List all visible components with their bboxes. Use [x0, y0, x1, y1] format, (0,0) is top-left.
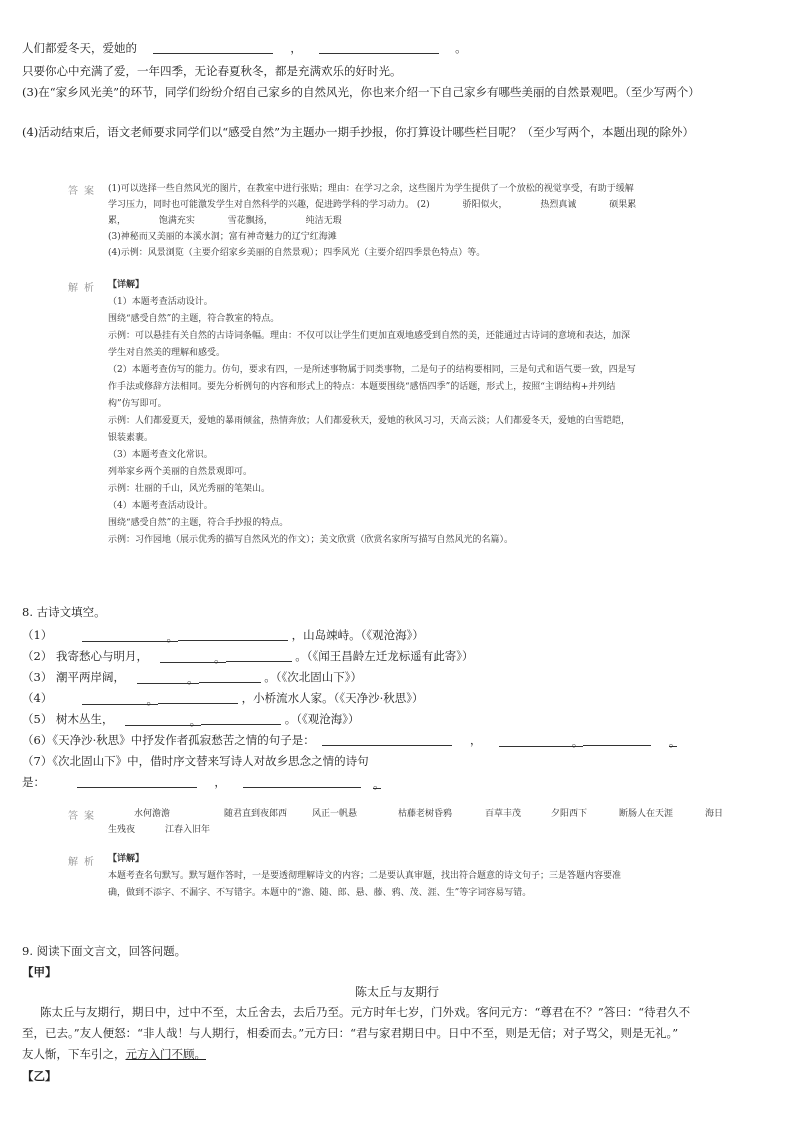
answer-blank[interactable]: 。: [137, 671, 199, 684]
explain-label: 解析: [68, 283, 100, 294]
passage-title: 陈太丘与友期行: [354, 985, 439, 999]
passage-line-2: 至，已去。”友人便怒：“非人哉！与人期行，相委而去。”元方曰：“君与家君期日中。日中不至，则是无信；对子骂父，则是无礼。”: [22, 1026, 679, 1040]
q8-item-3: （3） 潮平两岸阔， 。 。（《次北固山下》）: [22, 670, 363, 686]
question-8-title: 8. 古诗文填空。: [22, 605, 106, 619]
answer-blank[interactable]: [158, 691, 238, 704]
answer-blank[interactable]: [319, 41, 439, 54]
q8-item-1: （1） 。 ，山岛竦峙。（《观沧海》）: [22, 628, 424, 644]
answer-blank[interactable]: [583, 733, 651, 746]
q8-item-6: （6）《天净沙·秋思》中抒发作者孤寂愁苦之情的句子是： ， 。 。: [22, 733, 681, 749]
section-yi: 【乙】: [22, 1069, 57, 1083]
answer-blank[interactable]: [243, 775, 361, 788]
answer-blank[interactable]: [322, 733, 452, 746]
q8-item-2: （2） 我寄愁心与明月， 。 。（《闻王昌龄左迁龙标遥有此寄》）: [22, 649, 474, 665]
explain-7: 【详解】 （1）本题考查活动设计。 围绕“感受自然”的主题，符合教室的特点。 示例：可以悬挂有关自然的古诗词条幅。理由：不仅可以让学生们更加直观地感受到自然的美，还能通过古诗词的意境和表达，加深 学生对自然美的理解和感受。 （2）本题考查仿写的能力。仿句，要求有四，一是所述事物属于同类事物，二是句子的结构要相同，三是句式和语气要一致，四是写 作手法或修辞方法相同。要先分析例句的内容和形式上的特点：本题要围绕“感悟四季”的话题，形式上，按照“主谓结构+并列结 构”仿写即可。 示例：人们都爱夏天，爱她的暴雨倾盆，热情奔放；人们都爱秋天，爱她的秋风习习，天高云淡；人们都爱冬天，爱她的白雪皑皑， 银装素裹。 （3）本题考查文化常识。 列举家乡两个美丽的自然景观即可。 示例：壮丽的千山，风光秀丽的笔架山。 （4）本题考查活动设计。 围绕“感受自然”的主题，符合手抄报的特点。 示例：习作园地（展示优秀的描写自然风光的作文）；美文欣赏（欣赏名家所写描写自然风光的名篇）。: [108, 280, 636, 545]
question-4: (4)活动结束后，语文老师要求同学们以“感受自然”为主题办一期手抄报，你打算设计哪些栏目呢？（至少写两个，本题出现的除外）: [22, 125, 695, 139]
question-9-title: 9. 阅读下面文言文，回答问题。: [22, 944, 187, 958]
q8-item-4: （4） 。 ，小桥流水人家。（《天净沙·秋思》）: [22, 691, 424, 707]
answer-8: 水何澹澹 随君直到夜郎西 风正一帆悬 枯藤老树昏鸦 百草丰茂 夕阳西下 断肠人在天涯 海日 生残夜 江春入旧年: [108, 809, 724, 835]
answer-label: 答案: [68, 186, 100, 197]
answer-blank[interactable]: 。: [125, 713, 201, 726]
q8-item-7: （7）《次北固山下》中，借时序文替来写诗人对故乡思念之情的诗句: [22, 754, 369, 768]
answer-blank[interactable]: 。: [160, 650, 226, 663]
q8-item-5: （5） 树木丛生， 。 。（《观沧海》）: [22, 712, 360, 728]
q7-line-1: 人们都爱冬天，爱她的 ， 。: [22, 41, 467, 55]
answer-blank[interactable]: [77, 775, 197, 788]
q8-item-7-blanks: 是： ， 。: [22, 775, 385, 791]
answer-blank[interactable]: 。: [82, 629, 178, 642]
answer-blank[interactable]: [199, 670, 261, 683]
answer-blank[interactable]: 。: [82, 692, 158, 705]
explain-label: 解析: [68, 857, 100, 868]
passage-line-1: 陈太丘与友期行，期日中，过中不至，太丘舍去，去后乃至。元方时年七岁，门外戏。客问元方：“尊君在不？”答曰：“待君久不: [40, 1005, 691, 1019]
q7-line-2: 只要你心中充满了爱，一年四季，无论春夏秋冬，都是充满欢乐的好时光。: [22, 64, 402, 78]
explain-8: 【详解】 本题考查名句默写。默写题作答时，一是要透彻理解诗文的内容；二是要认真审题，找出符合题意的诗文句子；三是答题内容要准 确，做到不添字、不漏字、不写错字。本题中的“澹、随、郎、悬、藤、鸦、茂、涯、生”等字词容易写错。: [108, 854, 622, 898]
answer-blank[interactable]: [226, 649, 292, 662]
answer-blank[interactable]: [178, 628, 288, 641]
answer-blank[interactable]: [153, 41, 273, 54]
underlined-sentence: 元方入门不顾。: [125, 1047, 206, 1061]
answer-blank[interactable]: 。: [668, 735, 681, 749]
passage-line-3: 友人惭，下车引之，元方入门不顾。: [22, 1047, 206, 1061]
answer-blank[interactable]: 。: [499, 734, 583, 747]
section-jia: 【甲】: [22, 965, 57, 979]
answer-blank[interactable]: [201, 712, 281, 725]
answer-label: 答案: [68, 811, 100, 822]
answer-blank[interactable]: 。: [373, 777, 385, 791]
answer-7: (1)可以选择一些自然风光的图片，在教室中进行张贴；理由：在学习之余，这些图片为学生提供了一个放松的视觉享受，有助于缓解 学习压力，同时也可能激发学生对自然科学的兴趣，促进跨学科的学习动力。 (2) 骄阳似火， 热烈真诚 硕果累 累， 饱满充实 雪花飘扬， 纯洁无瑕 (3)神秘而又美丽的本溪水洞；富有神奇魅力的辽宁红海滩 (4)示例：风景浏览（主要介绍家乡美丽的自然景观）；四季风光（主要介绍四季景色特点）等。: [108, 184, 637, 258]
question-3: (3)在“家乡风光美”的环节，同学们纷纷介绍自己家乡的自然风光，你也来介绍一下自己家乡有哪些美丽的自然景观吧。（至少写两个）: [22, 85, 700, 99]
